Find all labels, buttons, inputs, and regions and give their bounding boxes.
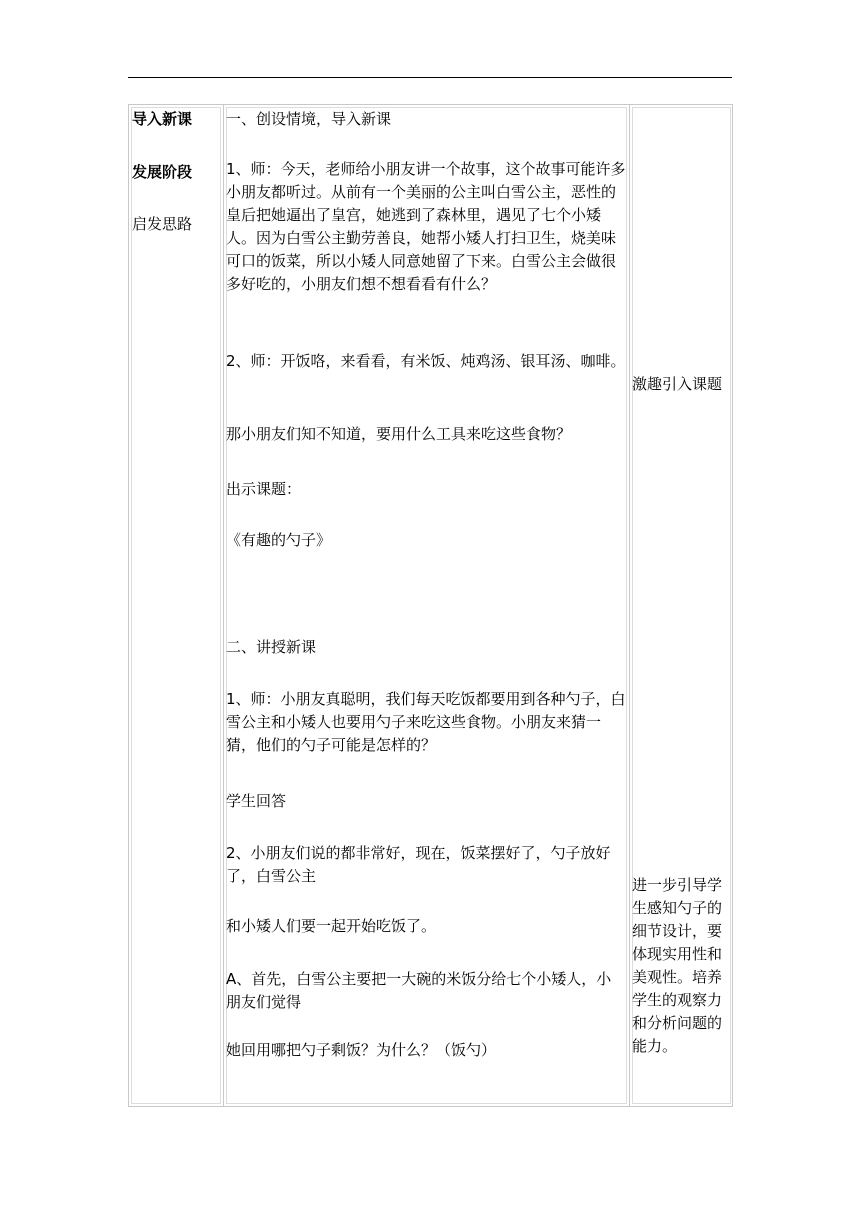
header-rule: [128, 77, 732, 78]
stage-column: [129, 105, 224, 1106]
meal-paragraph: 2、师：开饭咯，来看看，有米饭、炖鸡汤、银耳汤、咖啡。: [226, 352, 626, 370]
story-paragraph: 1、师：今天，老师给小朋友讲一个故事，这个故事可能许多小朋友都听过。从前有一个美丽的公主叫白雪公主，恶性的皇后把她逼出了皇宫，她逃到了森林里，遇见了七个小矮人。因为白雪公主勤劳善良，她帮小矮人打扫卫生，烧美味可口的饭菜，所以小矮人同意她留了下来。白雪公主会做很多好吃的，小朋友们想不想看看有什么？: [226, 160, 626, 293]
stage-inspire-label: 启发思路: [132, 215, 193, 233]
question-paragraph: 那小朋友们知不知道，要用什么工具来吃这些食物？: [226, 425, 572, 443]
rice-question-cont: 她回用哪把勺子剩饭？为什么？（饭勺）: [226, 1041, 497, 1059]
teaching-paragraph: 1、师：小朋友真聪明，我们每天吃饭都要用到各种勺子，白雪公主和小矮人也要用勺子来吃这些食物。小朋友来猜一猜，他们的勺子可能是怎样的？: [226, 690, 626, 754]
topic-prompt: 出示课题：: [226, 480, 302, 498]
setting-paragraph-cont: 和小矮人们要一起开始吃饭了。: [226, 917, 437, 935]
lesson-topic: 《有趣的勺子》: [226, 531, 332, 549]
student-answer-label: 学生回答: [226, 792, 287, 810]
lesson-plan-table: [128, 104, 733, 1107]
note-intro: 激趣引入课题: [632, 375, 723, 393]
section1-title: 一、创设情境，导入新课: [226, 110, 392, 128]
stage-develop-label: 发展阶段: [132, 163, 193, 181]
section2-title: 二、讲授新课: [226, 638, 317, 656]
setting-paragraph: 2、小朋友们说的都非常好，现在，饭菜摆好了，勺子放好了，白雪公主: [226, 844, 611, 885]
stage-import-label: 导入新课: [132, 110, 193, 128]
note-guidance: 进一步引导学生感知勺子的细节设计，要体现实用性和美观性。培养学生的观察力和分析问题的能力。: [632, 876, 723, 1055]
rice-question-paragraph: A、首先，白雪公主要把一大碗的米饭分给七个小矮人，小朋友们觉得: [226, 970, 612, 1011]
